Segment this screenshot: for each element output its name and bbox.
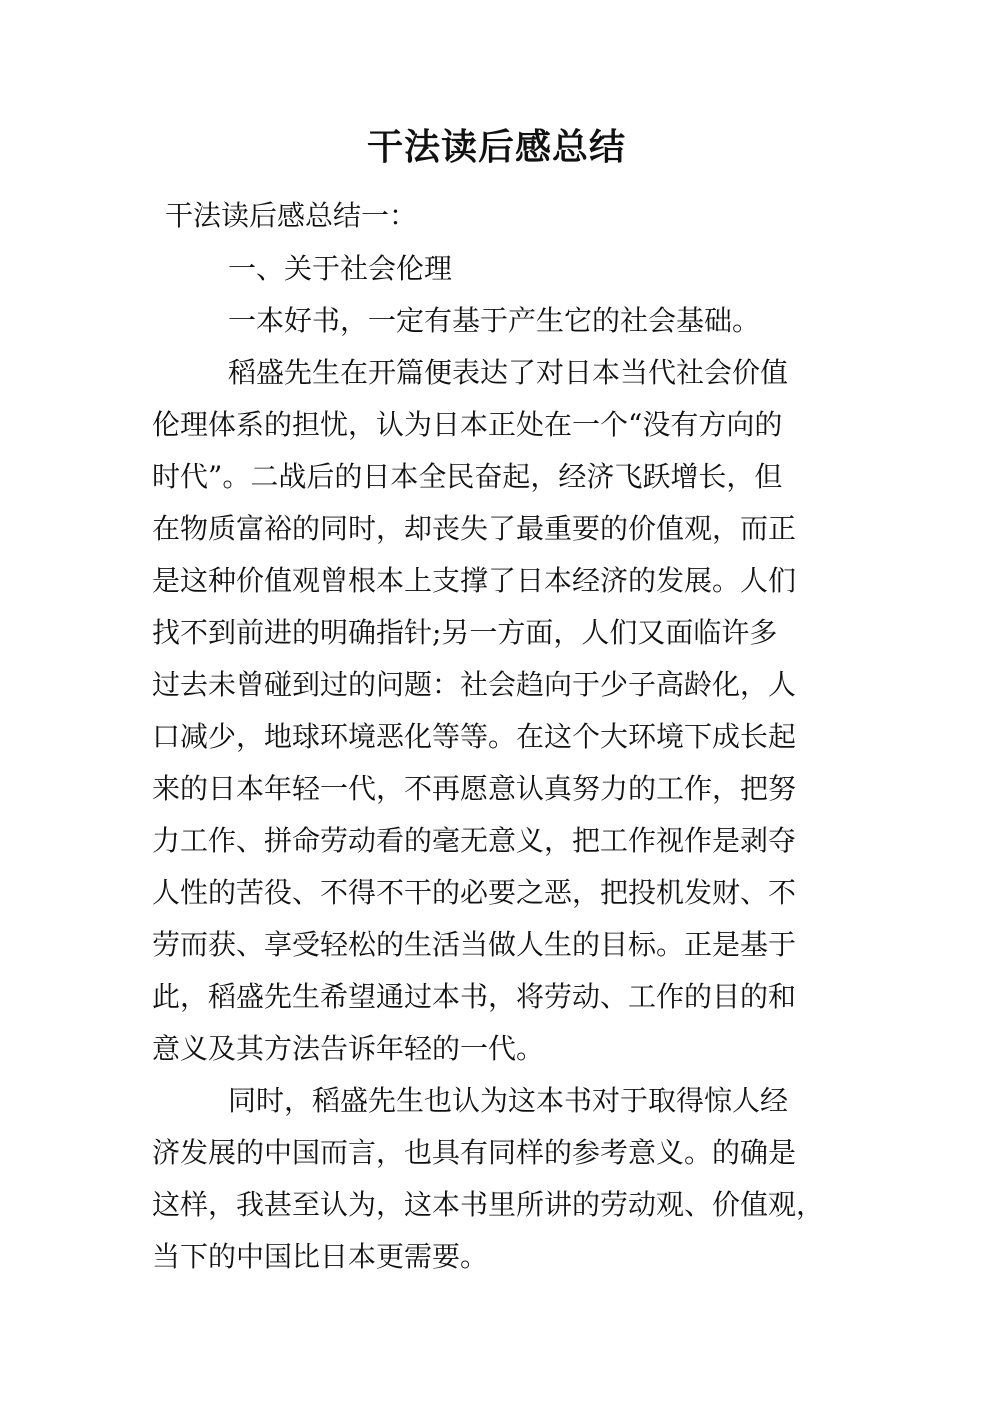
paragraph-line: 来的日本年轻一代，不再愿意认真努力的工作，把努	[152, 772, 797, 805]
paragraph-line: 当下的中国比日本更需要。	[152, 1240, 489, 1273]
paragraph-line: 一本好书，一定有基于产生它的社会基础。	[228, 304, 761, 337]
document-title: 干法读后感总结	[366, 127, 626, 168]
paragraph-line: 口减少，地球环境恶化等等。在这个大环境下成长起	[152, 720, 797, 753]
paragraph-line: 找不到前进的明确指针;另一方面，人们又面临许多	[152, 616, 778, 649]
paragraph-line: 此，稻盛先生希望通过本书，将劳动、工作的目的和	[152, 980, 797, 1013]
paragraph-line: 是这种价值观曾根本上支撑了日本经济的发展。人们	[152, 564, 797, 597]
paragraph-line: 力工作、拼命劳动看的毫无意义，把工作视作是剥夺	[152, 824, 797, 857]
paragraph-line: 同时，稻盛先生也认为这本书对于取得惊人经	[228, 1084, 789, 1117]
paragraph-line: 时代”。二战后的日本全民奋起，经济飞跃增长，但	[152, 460, 783, 493]
section-label: 干法读后感总结一：	[165, 199, 418, 232]
paragraph-line: 劳而获、享受轻松的生活当做人生的目标。正是基于	[152, 928, 797, 961]
paragraph-line: 伦理体系的担忧，认为日本正处在一个“没有方向的	[152, 408, 783, 441]
paragraph-line: 过去未曾碰到过的问题：社会趋向于少子高龄化，人	[152, 668, 797, 701]
paragraph-line: 济发展的中国而言，也具有同样的参考意义。的确是	[152, 1136, 797, 1169]
paragraph-line: 稻盛先生在开篇便表达了对日本当代社会价值	[228, 356, 789, 389]
paragraph-line: 人性的苦役、不得不干的必要之恶，把投机发财、不	[152, 876, 797, 909]
paragraph-line: 这样，我甚至认为，这本书里所讲的劳动观、价值观，	[152, 1188, 825, 1221]
section-heading: 一、关于社会伦理	[228, 252, 453, 285]
paragraph-line: 在物质富裕的同时，却丧失了最重要的价值观，而正	[152, 512, 797, 545]
paragraph-line: 意义及其方法告诉年轻的一代。	[152, 1032, 545, 1065]
